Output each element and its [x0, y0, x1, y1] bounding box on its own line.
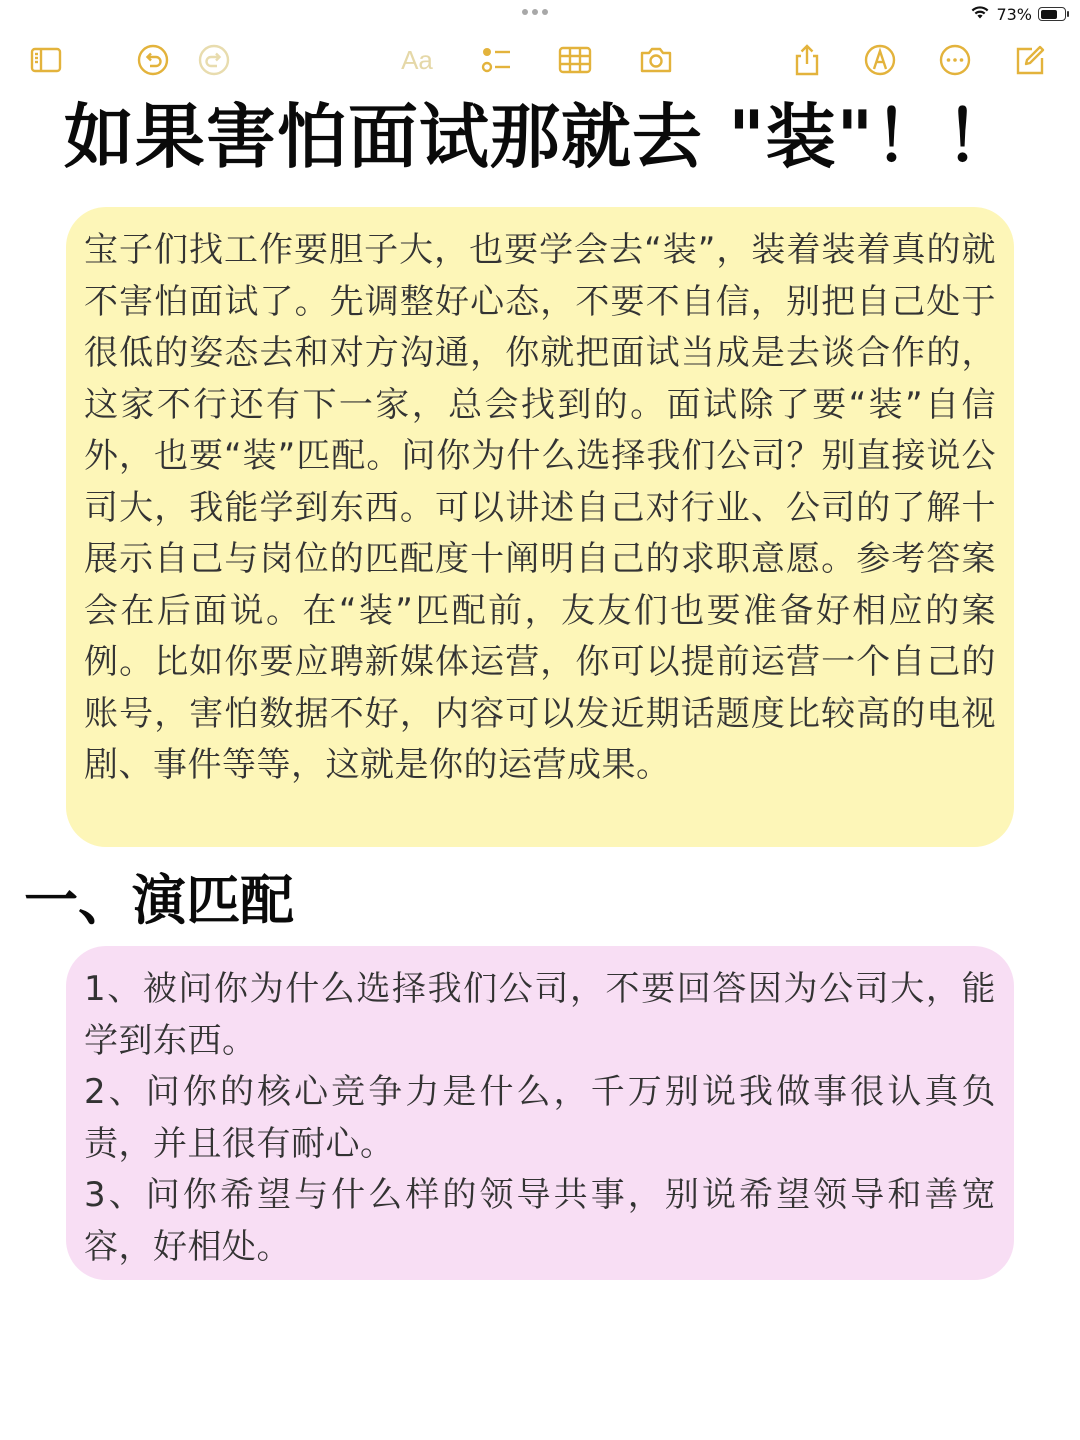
note-title[interactable]: 如果害怕面试那就去 "装"！！: [63, 96, 1017, 178]
list-item: 3、问你希望与什么样的领导共事，别说希望领导和善宽容，好相处。: [84, 1175, 996, 1267]
compose-icon[interactable]: [1010, 40, 1050, 80]
camera-icon[interactable]: [636, 40, 676, 80]
intro-highlight-block[interactable]: [66, 207, 1014, 847]
redo-icon[interactable]: [194, 40, 234, 80]
notes-toolbar: [0, 40, 1080, 82]
checklist-icon[interactable]: [476, 40, 516, 80]
markup-icon[interactable]: [860, 40, 900, 80]
status-indicators: [970, 4, 1066, 24]
undo-icon[interactable]: [133, 40, 173, 80]
table-icon[interactable]: [555, 40, 595, 80]
section-heading[interactable]: 一、演匹配: [24, 869, 294, 932]
status-bar: [0, 0, 1080, 28]
list-item: 1、被问你为什么选择我们公司，不要回答因为公司大，能学到东西。: [84, 969, 996, 1061]
intro-paragraph: 宝子们找工作要胆子大，也要学会去“装”，装着装着真的就不害怕面试了。先调整好心态，不要不自信，别把自己处于很低的姿态去和对方沟通，你就把面试当成是去谈合作的，这家不行还有下一家，总会找到的。面试除了要“装”自信外，也要“装”匹配。问你为什么选择我们公司？别直接说公司大，我能学到东西。可以讲述自己对行业、公司的了解十展示自己与岗位的匹配度十阐明自己的求职意愿。参考答案会在后面说。在“装”匹配前，友友们也要准备好相应的案例。比如你要应聘新媒体运营，你可以提前运营一个自己的账号，害怕数据不好，内容可以发近期话题度比较高的电视剧、事件等等，这就是你的运营成果。: [84, 230, 996, 785]
more-icon[interactable]: [935, 40, 975, 80]
points-highlight-block[interactable]: [66, 946, 1014, 1280]
battery-icon: [1038, 7, 1066, 21]
list-item: 2、问你的核心竞争力是什么，千万别说我做事很认真负责，并且很有耐心。: [84, 1072, 996, 1164]
share-icon[interactable]: [787, 40, 827, 80]
battery-percentage: 73%: [996, 4, 1032, 24]
battery-level-fill: [1041, 10, 1057, 19]
wifi-icon: [970, 4, 990, 24]
multitasking-dots-icon[interactable]: [522, 9, 548, 15]
format-icon[interactable]: Aa: [401, 44, 433, 75]
sidebar-icon[interactable]: [26, 40, 66, 80]
